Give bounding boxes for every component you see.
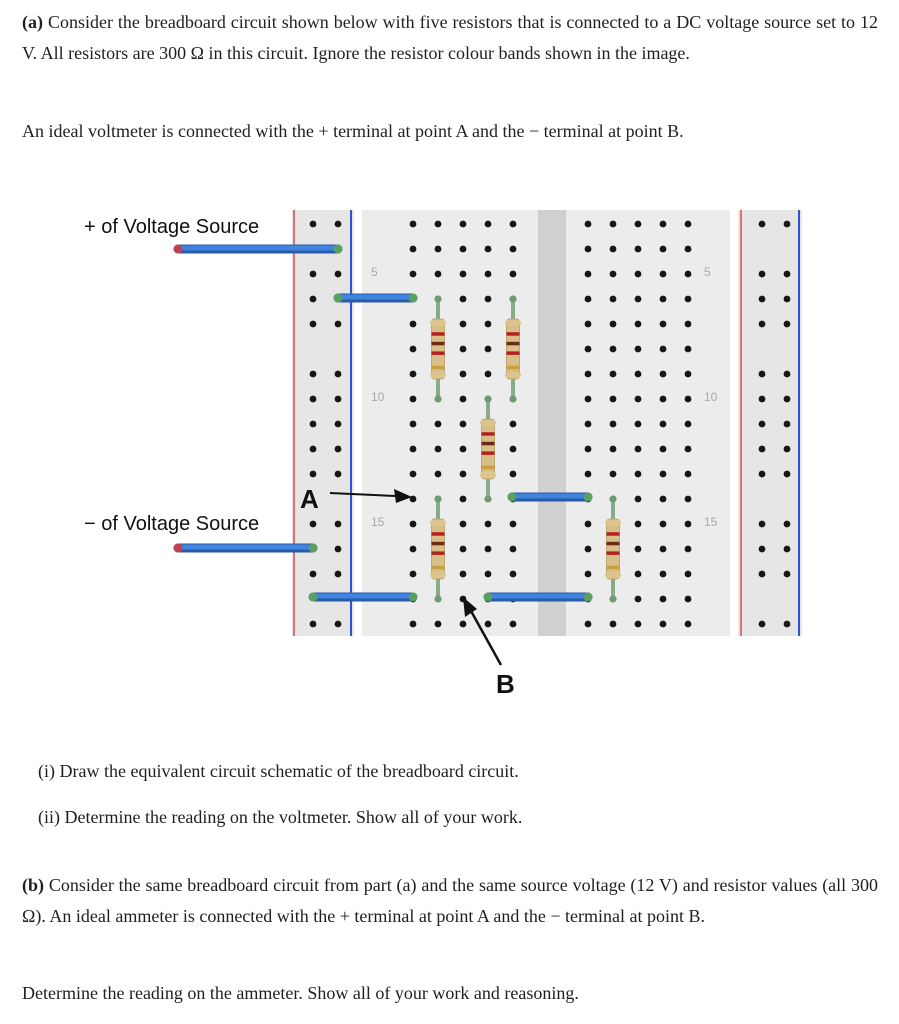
breadboard-hole [635, 221, 642, 228]
part-a-tag: (a) [22, 12, 43, 32]
breadboard-hole [510, 246, 517, 253]
breadboard-hole [635, 421, 642, 428]
breadboard-hole [410, 246, 417, 253]
breadboard-hole [460, 396, 467, 403]
power-rail-hole [784, 321, 791, 328]
breadboard-hole [460, 471, 467, 478]
breadboard-hole [435, 446, 442, 453]
breadboard-hole [685, 321, 692, 328]
power-rail-hole [335, 621, 342, 628]
voltmeter-text: An ideal voltmeter is connected with the + terminal at point A and the − terminal at point B. [22, 121, 684, 141]
power-rail-hole [759, 571, 766, 578]
breadboard-hole [460, 446, 467, 453]
breadboard-hole [610, 371, 617, 378]
breadboard-hole [685, 346, 692, 353]
power-rail-hole [784, 621, 791, 628]
point-a-label: A [300, 484, 319, 514]
power-rail-hole [759, 621, 766, 628]
breadboard-hole [410, 396, 417, 403]
breadboard-hole [410, 271, 417, 278]
breadboard-hole [660, 321, 667, 328]
power-rail-hole [335, 421, 342, 428]
wire-minus-rail-to-row16 [309, 593, 418, 602]
power-rail-hole [759, 371, 766, 378]
breadboard-hole [460, 496, 467, 503]
breadboard-hole [585, 346, 592, 353]
power-rail-hole [335, 321, 342, 328]
wire-row12-cross-channel [508, 493, 593, 502]
breadboard-hole [585, 271, 592, 278]
power-rail-hole [310, 471, 317, 478]
breadboard-hole [410, 421, 417, 428]
power-rail-hole [310, 321, 317, 328]
power-rail-hole [759, 221, 766, 228]
breadboard-hole [460, 621, 467, 628]
part-b-text [22, 870, 878, 932]
breadboard-hole [635, 371, 642, 378]
power-rail-hole [310, 371, 317, 378]
power-rail-hole [310, 446, 317, 453]
breadboard-hole [435, 246, 442, 253]
power-rail-hole [335, 521, 342, 528]
power-rail-hole [759, 321, 766, 328]
breadboard-hole [510, 546, 517, 553]
breadboard-hole [460, 221, 467, 228]
center-channel [538, 210, 566, 636]
breadboard-hole [585, 221, 592, 228]
row-number-left-15: 15 [371, 515, 385, 529]
breadboard-hole [685, 246, 692, 253]
breadboard-hole [485, 221, 492, 228]
breadboard-hole [610, 321, 617, 328]
part-b-tag: (b) [22, 875, 44, 895]
power-rail-hole [335, 271, 342, 278]
breadboard-hole [660, 471, 667, 478]
breadboard-hole [610, 296, 617, 303]
breadboard-hole [635, 246, 642, 253]
breadboard-hole [460, 271, 467, 278]
breadboard-hole [635, 571, 642, 578]
breadboard-hole [635, 296, 642, 303]
breadboard-hole [685, 446, 692, 453]
breadboard-hole [485, 321, 492, 328]
breadboard-hole [660, 571, 667, 578]
breadboard-hole [635, 496, 642, 503]
breadboard-hole [435, 271, 442, 278]
power-rail-hole [310, 296, 317, 303]
breadboard-hole [610, 446, 617, 453]
breadboard-hole [585, 521, 592, 528]
breadboard-hole [460, 296, 467, 303]
breadboard-hole [635, 321, 642, 328]
breadboard-hole [410, 346, 417, 353]
breadboard-hole [660, 396, 667, 403]
breadboard-hole [460, 346, 467, 353]
breadboard-hole [435, 221, 442, 228]
breadboard-hole [435, 621, 442, 628]
breadboard-hole [485, 371, 492, 378]
power-rail-hole [759, 521, 766, 528]
breadboard-hole [460, 246, 467, 253]
power-rail-hole [784, 371, 791, 378]
breadboard-hole [410, 446, 417, 453]
breadboard-hole [435, 421, 442, 428]
breadboard-hole [635, 596, 642, 603]
breadboard-hole [610, 421, 617, 428]
row-number-right-15: 15 [704, 515, 718, 529]
breadboard-hole [660, 421, 667, 428]
power-rail-hole [310, 621, 317, 628]
breadboard-hole [510, 521, 517, 528]
breadboard-hole [685, 571, 692, 578]
right-power-rail-panel [738, 210, 802, 636]
wire-minus-source [174, 544, 318, 553]
wire-row16-cross-channel [484, 593, 593, 602]
breadboard-hole [510, 446, 517, 453]
breadboard-hole [585, 571, 592, 578]
breadboard-hole [410, 546, 417, 553]
power-rail-hole [784, 421, 791, 428]
breadboard-hole [510, 621, 517, 628]
breadboard-hole [660, 221, 667, 228]
breadboard-hole [485, 271, 492, 278]
power-rail-hole [784, 521, 791, 528]
breadboard-figure [0, 195, 899, 715]
breadboard-hole [510, 221, 517, 228]
breadboard-hole [410, 571, 417, 578]
breadboard-hole [685, 496, 692, 503]
breadboard-hole [410, 471, 417, 478]
part-b-body: Consider the same breadboard circuit from part (a) and the same source voltage (12 V) and resistor values (all 300 Ω). An ideal ammeter is connected with the + terminal at point A and the − terminal at point B. [22, 875, 879, 926]
breadboard-hole [410, 321, 417, 328]
power-rail-hole [784, 471, 791, 478]
breadboard-hole [660, 521, 667, 528]
power-rail-hole [310, 521, 317, 528]
power-rail-hole [784, 296, 791, 303]
breadboard-hole [460, 421, 467, 428]
power-rail-hole [759, 446, 766, 453]
breadboard-hole [510, 571, 517, 578]
breadboard-hole [585, 546, 592, 553]
power-rail-hole [759, 396, 766, 403]
part-a-intro-text: Consider the breadboard circuit shown below with five resistors that is connected to a DC voltage source set to 12 V. All resistors are 300 Ω in this circuit. Ignore the resistor colour bands shown in the image. [22, 12, 879, 63]
breadboard-hole [660, 596, 667, 603]
breadboard-hole [685, 296, 692, 303]
breadboard-hole [685, 421, 692, 428]
breadboard-hole [685, 546, 692, 553]
row-number-right-5: 5 [704, 265, 711, 279]
breadboard-hole [410, 371, 417, 378]
power-rail-hole [335, 396, 342, 403]
breadboard-hole [585, 421, 592, 428]
breadboard-hole [485, 246, 492, 253]
breadboard-hole [460, 521, 467, 528]
breadboard-hole [485, 296, 492, 303]
minus-source-label: − of Voltage Source [84, 513, 260, 535]
breadboard-hole [685, 271, 692, 278]
power-rail-hole [335, 571, 342, 578]
breadboard-hole [635, 446, 642, 453]
breadboard-hole [660, 446, 667, 453]
breadboard-hole [585, 321, 592, 328]
breadboard-hole [635, 471, 642, 478]
breadboard-hole [660, 346, 667, 353]
breadboard-hole [460, 571, 467, 578]
power-rail-hole [310, 396, 317, 403]
breadboard-hole [660, 546, 667, 553]
power-rail-hole [784, 396, 791, 403]
power-rail-hole [784, 271, 791, 278]
breadboard-hole [635, 546, 642, 553]
power-rail-hole [759, 421, 766, 428]
breadboard-hole [410, 621, 417, 628]
breadboard-hole [610, 246, 617, 253]
plus-source-label: + of Voltage Source [84, 216, 260, 238]
question-ii: (ii) Determine the reading on the voltmeter. Show all of your work. [38, 807, 523, 827]
breadboard-hole [585, 621, 592, 628]
breadboard-hole [585, 471, 592, 478]
power-rail-hole [784, 446, 791, 453]
breadboard-hole [610, 346, 617, 353]
breadboard-hole [685, 471, 692, 478]
breadboard-hole [635, 396, 642, 403]
breadboard-hole [685, 621, 692, 628]
breadboard-hole [485, 346, 492, 353]
breadboard-hole [660, 496, 667, 503]
power-rail-hole [759, 546, 766, 553]
breadboard-hole [585, 446, 592, 453]
breadboard-hole [485, 546, 492, 553]
breadboard-hole [635, 271, 642, 278]
breadboard-hole [585, 396, 592, 403]
breadboard-hole [510, 471, 517, 478]
breadboard-hole [660, 296, 667, 303]
breadboard-hole [685, 521, 692, 528]
power-rail-hole [310, 421, 317, 428]
breadboard-hole [410, 521, 417, 528]
wire-plus-source [174, 245, 343, 254]
power-rail-hole [784, 546, 791, 553]
power-rail-hole [759, 471, 766, 478]
power-rail-hole [335, 221, 342, 228]
row-number-left-10: 10 [371, 390, 385, 404]
breadboard-hole [485, 571, 492, 578]
breadboard-hole [660, 246, 667, 253]
breadboard-hole [660, 371, 667, 378]
power-rail-hole [335, 546, 342, 553]
breadboard-hole [460, 371, 467, 378]
part-b-question: Determine the reading on the ammeter. Show all of your work and reasoning. [22, 983, 579, 1003]
left-power-rail-panel [292, 210, 354, 636]
power-rail-hole [759, 296, 766, 303]
breadboard [174, 210, 803, 636]
power-rail-hole [784, 221, 791, 228]
breadboard-hole [610, 396, 617, 403]
power-rail-hole [784, 571, 791, 578]
breadboard-hole [585, 296, 592, 303]
row-number-right-10: 10 [704, 390, 718, 404]
breadboard-hole [685, 221, 692, 228]
breadboard-hole [635, 521, 642, 528]
breadboard-hole [610, 271, 617, 278]
breadboard-hole [460, 546, 467, 553]
power-rail-hole [310, 271, 317, 278]
breadboard-hole [585, 246, 592, 253]
breadboard-hole [510, 421, 517, 428]
breadboard-hole [460, 321, 467, 328]
breadboard-hole [485, 621, 492, 628]
breadboard-hole [660, 621, 667, 628]
power-rail-hole [310, 571, 317, 578]
breadboard-hole [660, 271, 667, 278]
breadboard-hole [635, 346, 642, 353]
point-b-label: B [496, 669, 515, 699]
part-a-intro [22, 7, 878, 69]
breadboard-hole [635, 621, 642, 628]
breadboard-hole [610, 621, 617, 628]
power-rail-hole [335, 471, 342, 478]
breadboard-hole [585, 371, 592, 378]
breadboard-hole [610, 471, 617, 478]
row-number-left-5: 5 [371, 265, 378, 279]
question-i: (i) Draw the equivalent circuit schematic of the breadboard circuit. [38, 761, 519, 781]
breadboard-hole [685, 396, 692, 403]
power-rail-hole [335, 446, 342, 453]
breadboard-hole [685, 596, 692, 603]
power-rail-hole [310, 221, 317, 228]
power-rail-hole [335, 371, 342, 378]
breadboard-hole [685, 371, 692, 378]
power-rail-hole [759, 271, 766, 278]
breadboard-hole [510, 271, 517, 278]
breadboard-hole [485, 521, 492, 528]
breadboard-hole [435, 471, 442, 478]
wire-plus-rail-to-row4 [334, 294, 418, 303]
breadboard-hole [410, 221, 417, 228]
breadboard-hole [610, 221, 617, 228]
